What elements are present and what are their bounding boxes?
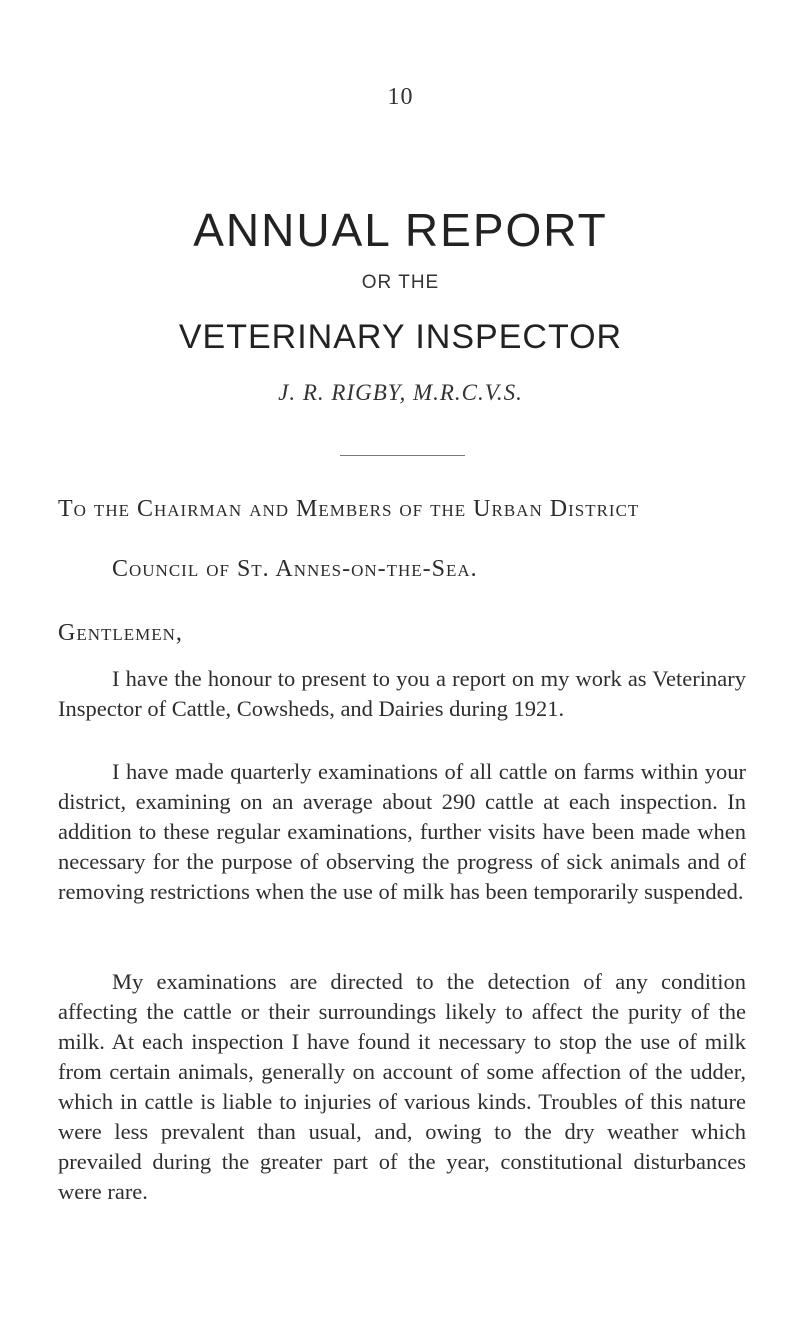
address-line-2: Council of St. Annes-on-the-Sea. bbox=[112, 556, 478, 582]
section-divider bbox=[340, 455, 465, 456]
body-paragraph-2 bbox=[58, 757, 746, 907]
inspector-title: VETERINARY INSPECTOR bbox=[178, 318, 623, 356]
paragraph-text: I have made quarterly examinations of all cattle on farms within your district, examining on an average about 290 cattle at each inspection. In addition to these regular examinations, further visits have been made when necessary for the purpose of observing the progress of sick animals and of removing restrictions when the use of milk has been temporarily suspended. bbox=[58, 759, 746, 904]
page-number: 10 bbox=[387, 84, 414, 110]
salutation: Gentlemen, bbox=[58, 620, 183, 646]
paragraph-text: My examinations are directed to the detection of any condition affecting the cattle or their surroundings likely to affect the purity of the milk. At each inspection I have found it necessary to stop the use of milk from certain animals, generally on account of some affection of the udder, which in cattle is liable to injuries of various kinds. Troubles of this nature were less prevalent than usual, and, owing to the dry weather which prevailed during the greater part of the year, constitutional disturbances were rare. bbox=[58, 969, 746, 1204]
report-title: ANNUAL REPORT bbox=[193, 204, 608, 256]
paragraph-text: I have the honour to present to you a report on my work as Veterinary Inspector of Cattle, Cowsheds, and Dairies during 1921. bbox=[58, 666, 746, 721]
report-subtitle: OR THE bbox=[361, 272, 440, 293]
author-name: J. R. RIGBY, M.R.C.V.S. bbox=[278, 380, 523, 405]
address-line-1: To the Chairman and Members of the Urban District bbox=[58, 496, 640, 522]
body-paragraph-3 bbox=[58, 967, 746, 1207]
body-paragraph-1 bbox=[58, 664, 746, 724]
